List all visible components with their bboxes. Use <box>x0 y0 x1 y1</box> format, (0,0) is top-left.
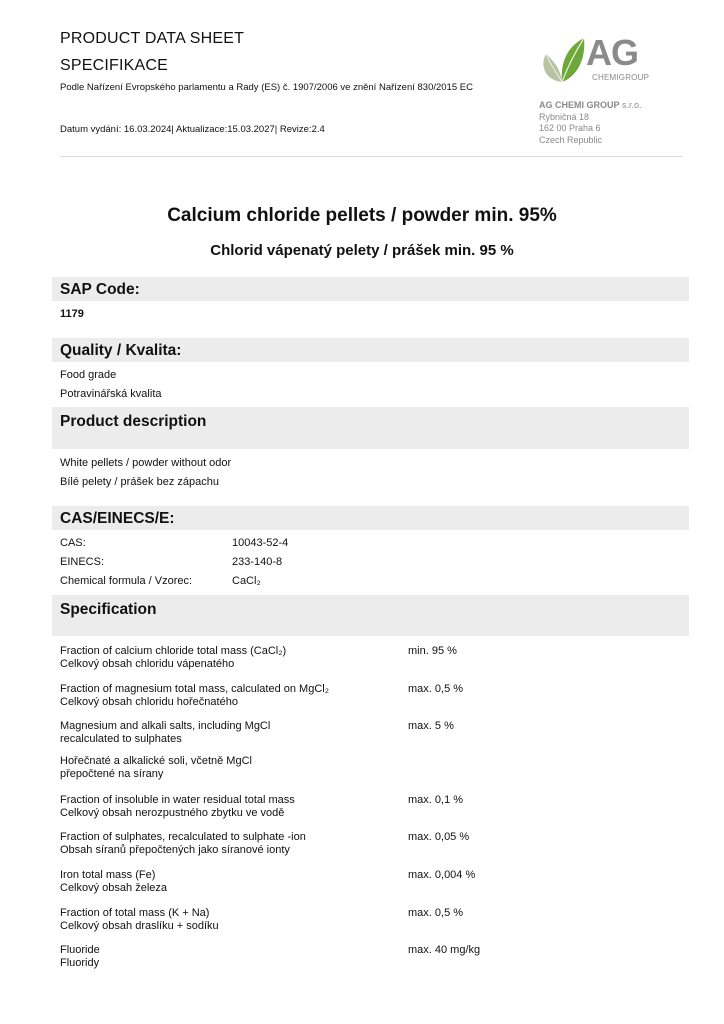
company-address <box>539 100 642 146</box>
product-title-cz: Chlorid vápenatý pelety / prášek min. 95 % <box>210 242 514 259</box>
cas-label: CAS: <box>60 537 86 549</box>
einecs-value: 233-140-8 <box>232 556 283 568</box>
header-divider <box>60 156 682 157</box>
spec-name-en: Fraction of sulphates, recalculated to sulphate -ion <box>60 831 306 843</box>
spec-name-cz: Celkový obsah chloridu vápenatého <box>60 658 235 670</box>
spec-name-en: Fraction of calcium chloride total mass (CaCl₂) <box>60 645 287 657</box>
document-subtitle: SPECIFIKACE <box>60 57 169 74</box>
company-street: Rybničná 18 <box>539 111 590 122</box>
company-suffix: s.r.o. <box>619 100 642 110</box>
spec-name-en: Fraction of magnesium total mass, calculated on MgCl₂ <box>60 683 329 695</box>
company-city: 162 00 Praha 6 <box>539 123 601 133</box>
quality-line-en: Food grade <box>60 369 117 381</box>
section-heading: Quality / Kvalita: <box>60 342 182 359</box>
spec-name-cz: přepočtené na sírany <box>60 768 164 780</box>
spec-name-cz: Celkový obsah nerozpustného zbytku ve vodě <box>60 807 285 819</box>
section-product-description <box>52 407 689 449</box>
formula-label: Chemical formula / Vzorec: <box>60 575 193 587</box>
spec-name-en: Iron total mass (Fe) <box>60 869 156 881</box>
spec-value: max. 0,1 % <box>408 794 464 806</box>
quality-line-cz: Potravinářská kvalita <box>60 388 162 400</box>
company-logo <box>538 34 648 90</box>
spec-value: min. 95 % <box>408 645 457 657</box>
spec-name-cz: Celkový obsah draslíku + sodíku <box>60 920 219 932</box>
section-specification <box>52 595 689 636</box>
issue-dates: Datum vydání: 16.03.2024| Aktualizace:15.03.2027| Revize:2.4 <box>60 124 325 135</box>
spec-name-cz: recalculated to sulphates <box>60 733 182 745</box>
description-line-en: White pellets / powder without odor <box>60 457 232 469</box>
company-name: AG CHEMI GROUP <box>539 100 620 110</box>
document-title: PRODUCT DATA SHEET <box>60 30 245 47</box>
formula-value: CaCl₂ <box>232 575 261 587</box>
spec-value: max. 0,5 % <box>408 907 464 919</box>
spec-name-cz: Fluoridy <box>60 957 100 969</box>
spec-name-en: Fluoride <box>60 944 100 956</box>
spec-name-en: Fraction of insoluble in water residual total mass <box>60 794 295 806</box>
section-heading: Specification <box>60 601 157 618</box>
leaf-icon <box>538 36 588 86</box>
section-heading: CAS/EINECS/E: <box>60 510 175 527</box>
product-title-en: Calcium chloride pellets / powder min. 95% <box>167 205 557 226</box>
section-quality <box>52 338 689 362</box>
section-heading: SAP Code: <box>60 281 140 298</box>
spec-value: max. 0,05 % <box>408 831 470 843</box>
logo-subtext: CHEMIGROUP <box>592 73 650 82</box>
section-cas-einecs <box>52 506 689 530</box>
section-sap-code <box>52 277 689 301</box>
description-line-cz: Bílé pelety / prášek bez zápachu <box>60 476 219 488</box>
spec-name-cz: Obsah síranů přepočtených jako síranové ionty <box>60 844 290 856</box>
spec-name-en: Magnesium and alkali salts, including MgCl <box>60 720 271 732</box>
section-heading: Product description <box>60 413 207 430</box>
spec-name-en: Fraction of total mass (K + Na) <box>60 907 210 919</box>
spec-value: max. 40 mg/kg <box>408 944 481 956</box>
einecs-label: EINECS: <box>60 556 105 568</box>
cas-value: 10043-52-4 <box>232 537 289 549</box>
spec-value: max. 0,004 % <box>408 869 476 881</box>
company-country: Czech Republic <box>539 134 603 145</box>
spec-name-cz: Celkový obsah železa <box>60 882 168 894</box>
spec-value: max. 0,5 % <box>408 683 464 695</box>
spec-value: max. 5 % <box>408 720 454 732</box>
regulation-text: Podle Nařízení Evropského parlamentu a Rady (ES) č. 1907/2006 ve znění Nařízení 830/2015 EC <box>60 82 473 93</box>
logo-mark: AG <box>586 32 638 73</box>
spec-name-cz: Hořečnaté a alkalické soli, včetně MgCl <box>60 755 252 767</box>
sap-code-value: 1179 <box>60 308 84 320</box>
spec-name-cz: Celkový obsah chloridu hořečnatého <box>60 696 238 708</box>
